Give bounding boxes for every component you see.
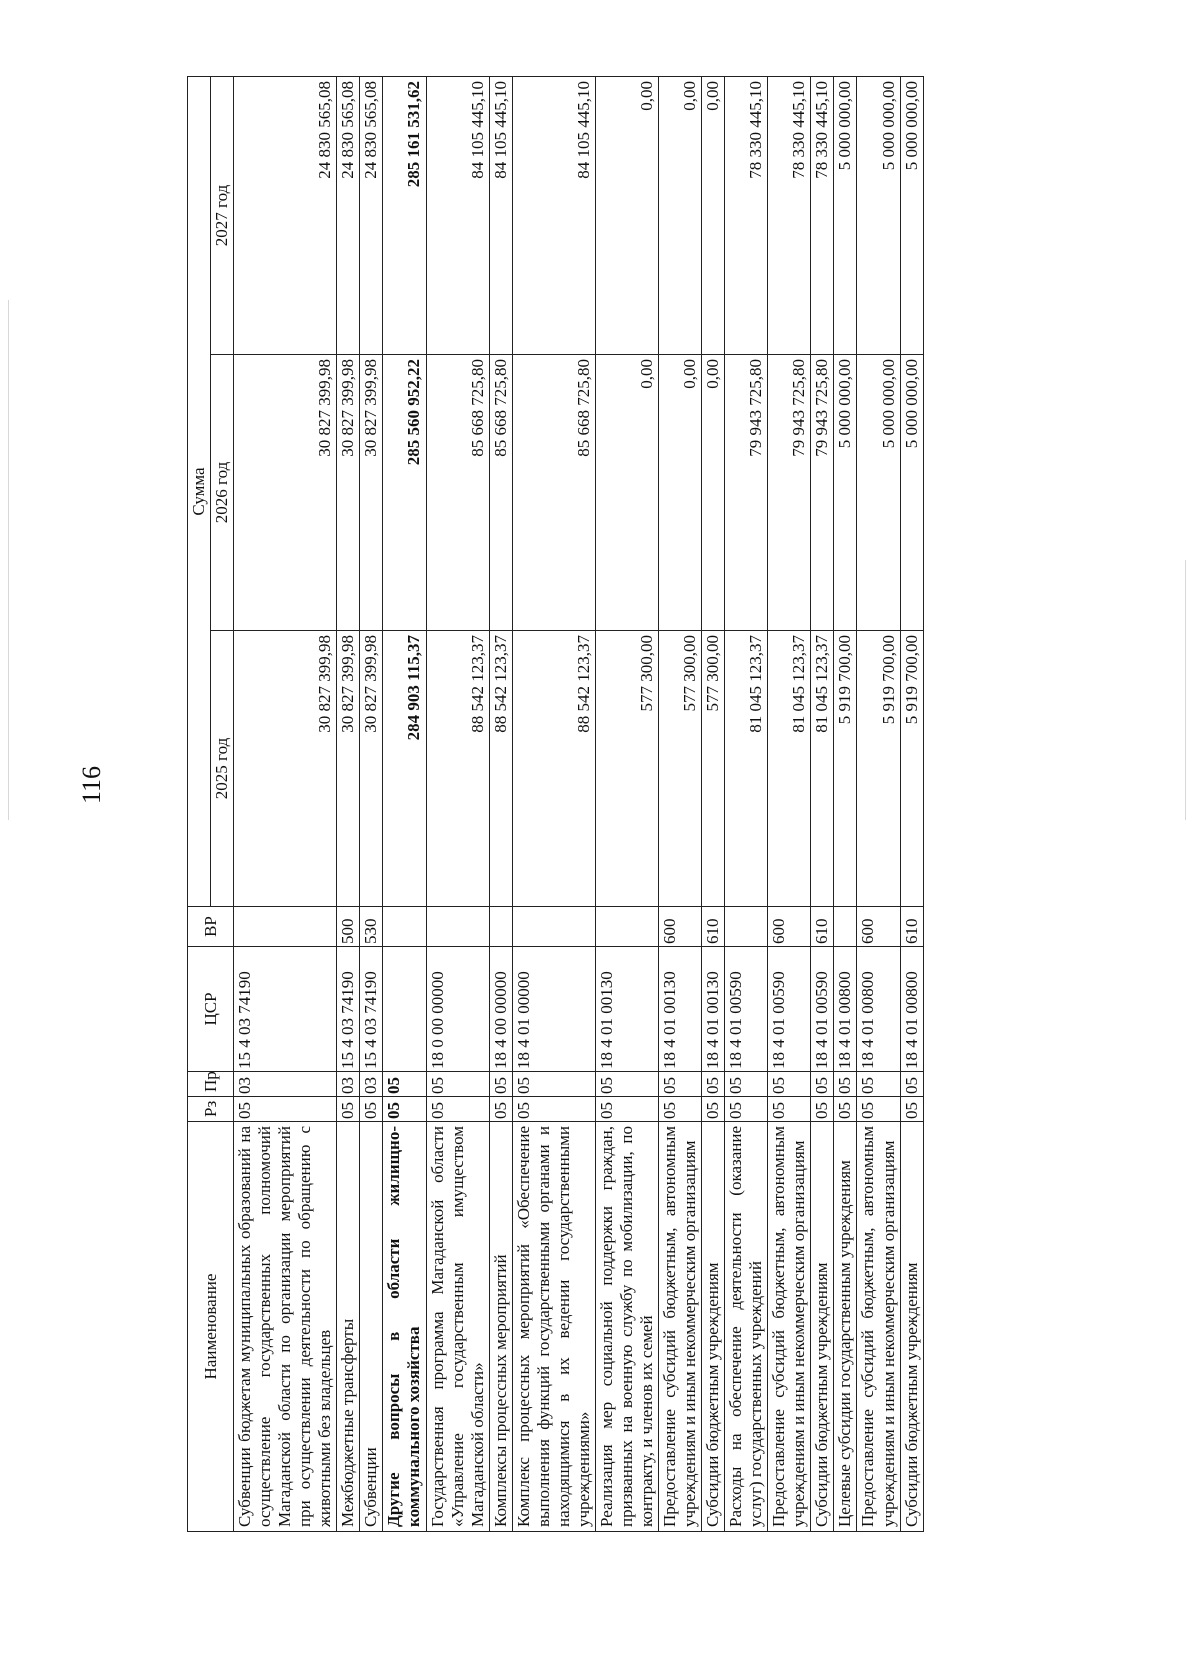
cell-rz: 05 [512, 1097, 595, 1122]
cell-2027: 84 105 445,10 [489, 77, 512, 355]
cell-2026: 85 668 725,80 [512, 355, 595, 631]
cell-2025: 81 045 123,37 [725, 631, 768, 907]
cell-pr: 05 [489, 1072, 512, 1097]
cell-pr: 05 [383, 1072, 426, 1097]
cell-pr: 05 [900, 1072, 923, 1097]
cell-name: Субсидии бюджетным учреждениям [900, 1122, 923, 1532]
cell-rz: 05 [768, 1097, 811, 1122]
cell-vr [725, 907, 768, 947]
cell-2027: 78 330 445,10 [725, 77, 768, 355]
cell-pr: 05 [595, 1072, 658, 1097]
header-rz: Рз [188, 1097, 234, 1122]
cell-name: Субсидии бюджетным учреждениям [702, 1122, 725, 1532]
header-2025: 2025 год [211, 631, 234, 907]
cell-vr [426, 907, 489, 947]
cell-name: Реализация мер социальной поддержки граждан, призванных на военную службу по мобилизации, по контракту, и членов их семей [595, 1122, 658, 1532]
cell-csr: 18 4 01 00590 [811, 947, 834, 1072]
header-pr: Пр [188, 1072, 234, 1097]
table-row [725, 77, 768, 1532]
header-csr: ЦСР [188, 947, 234, 1072]
cell-name: Предоставление субсидий бюджетным, автономным учреждениям и иным некоммерческим организациям [857, 1122, 900, 1532]
cell-2025: 30 827 399,98 [337, 631, 360, 907]
cell-2026: 5 000 000,00 [857, 355, 900, 631]
cell-rz: 05 [900, 1097, 923, 1122]
cell-csr: 18 4 01 00590 [768, 947, 811, 1072]
cell-2025: 284 903 115,37 [383, 631, 426, 907]
cell-vr: 610 [900, 907, 923, 947]
table-row [512, 77, 595, 1532]
cell-csr: 18 4 00 00000 [489, 947, 512, 1072]
cell-name: Субвенции бюджетам муниципальных образований на осуществление государственных полномочий Магаданской области по организации мероприятий при осуществлении деятельности по обращению с животными без владельцев [234, 1122, 337, 1532]
cell-csr: 18 4 01 00130 [595, 947, 658, 1072]
table-row [360, 77, 383, 1532]
cell-2025: 88 542 123,37 [426, 631, 489, 907]
cell-2025: 81 045 123,37 [811, 631, 834, 907]
cell-2027: 0,00 [702, 77, 725, 355]
cell-rz: 05 [234, 1097, 337, 1122]
cell-2026: 79 943 725,80 [725, 355, 768, 631]
cell-pr: 05 [725, 1072, 768, 1097]
page-number: 116 [77, 765, 107, 805]
table-row [768, 77, 811, 1532]
cell-name: Комплексы процессных мероприятий [489, 1122, 512, 1532]
cell-2027: 84 105 445,10 [512, 77, 595, 355]
cell-pr: 05 [426, 1072, 489, 1097]
cell-2025: 577 300,00 [659, 631, 702, 907]
cell-2027: 5 000 000,00 [834, 77, 857, 355]
cell-pr: 05 [768, 1072, 811, 1097]
cell-rz: 05 [811, 1097, 834, 1122]
cell-vr [512, 907, 595, 947]
cell-rz: 05 [659, 1097, 702, 1122]
cell-pr: 05 [659, 1072, 702, 1097]
cell-csr: 18 4 01 00800 [834, 947, 857, 1072]
cell-vr: 530 [360, 907, 383, 947]
scan-edge-right [1185, 560, 1186, 820]
cell-2026: 5 000 000,00 [900, 355, 923, 631]
cell-csr: 18 4 01 00000 [512, 947, 595, 1072]
cell-vr [595, 907, 658, 947]
cell-pr: 03 [234, 1072, 337, 1097]
cell-pr: 05 [857, 1072, 900, 1097]
table-row [702, 77, 725, 1532]
cell-name: Предоставление субсидий бюджетным, автономным учреждениям и иным некоммерческим организациям [659, 1122, 702, 1532]
cell-2025: 5 919 700,00 [834, 631, 857, 907]
cell-vr: 500 [337, 907, 360, 947]
header-2026: 2026 год [211, 355, 234, 631]
cell-pr: 03 [337, 1072, 360, 1097]
table-row [857, 77, 900, 1532]
cell-name: Субвенции [360, 1122, 383, 1532]
cell-csr: 18 4 01 00590 [725, 947, 768, 1072]
cell-2025: 5 919 700,00 [900, 631, 923, 907]
cell-2025: 88 542 123,37 [512, 631, 595, 907]
cell-2027: 78 330 445,10 [768, 77, 811, 355]
cell-rz: 05 [337, 1097, 360, 1122]
table-row [489, 77, 512, 1532]
table-row [426, 77, 489, 1532]
cell-name: Целевые субсидии государственным учреждениям [834, 1122, 857, 1532]
table-row [811, 77, 834, 1532]
cell-2027: 5 000 000,00 [900, 77, 923, 355]
cell-rz: 05 [857, 1097, 900, 1122]
cell-2025: 88 542 123,37 [489, 631, 512, 907]
cell-vr: 600 [659, 907, 702, 947]
cell-2026: 0,00 [595, 355, 658, 631]
cell-2026: 30 827 399,98 [234, 355, 337, 631]
cell-vr [383, 907, 426, 947]
cell-vr [834, 907, 857, 947]
cell-csr: 18 4 01 00800 [900, 947, 923, 1072]
cell-2026: 30 827 399,98 [360, 355, 383, 631]
cell-2027: 84 105 445,10 [426, 77, 489, 355]
cell-name: Субсидии бюджетным учреждениям [811, 1122, 834, 1532]
header-name: Наименование [188, 1122, 234, 1532]
cell-2027: 0,00 [595, 77, 658, 355]
cell-vr [234, 907, 337, 947]
cell-2027: 0,00 [659, 77, 702, 355]
cell-2027: 24 830 565,08 [360, 77, 383, 355]
cell-name: Государственная программа Магаданской области «Управление государственным имуществом Магаданской области» [426, 1122, 489, 1532]
table-row [595, 77, 658, 1532]
cell-2025: 81 045 123,37 [768, 631, 811, 907]
cell-rz: 05 [426, 1097, 489, 1122]
header-vr: ВР [188, 907, 234, 947]
table-row [834, 77, 857, 1532]
cell-2026: 85 668 725,80 [489, 355, 512, 631]
cell-2026: 85 668 725,80 [426, 355, 489, 631]
rotated-page [187, 77, 1092, 1532]
cell-2025: 577 300,00 [595, 631, 658, 907]
cell-rz: 05 [489, 1097, 512, 1122]
budget-table [187, 76, 924, 1532]
cell-vr: 610 [702, 907, 725, 947]
cell-vr: 600 [857, 907, 900, 947]
cell-pr: 05 [512, 1072, 595, 1097]
cell-name: Межбюджетные трансферты [337, 1122, 360, 1532]
cell-name: Комплекс процессных мероприятий «Обеспечение выполнения функций государственными органами и находящимися в их ведении государственными учреждениями» [512, 1122, 595, 1532]
cell-csr: 15 4 03 74190 [234, 947, 337, 1072]
cell-csr: 18 0 00 00000 [426, 947, 489, 1072]
cell-2026: 285 560 952,22 [383, 355, 426, 631]
table-row [337, 77, 360, 1532]
cell-csr: 18 4 01 00130 [702, 947, 725, 1072]
cell-csr [383, 947, 426, 1072]
cell-2025: 5 919 700,00 [857, 631, 900, 907]
cell-rz: 05 [360, 1097, 383, 1122]
cell-2027: 24 830 565,08 [337, 77, 360, 355]
cell-2027: 24 830 565,08 [234, 77, 337, 355]
cell-csr: 15 4 03 74190 [337, 947, 360, 1072]
cell-2026: 30 827 399,98 [337, 355, 360, 631]
cell-2025: 577 300,00 [702, 631, 725, 907]
cell-2025: 30 827 399,98 [360, 631, 383, 907]
cell-rz: 05 [383, 1097, 426, 1122]
cell-rz: 05 [702, 1097, 725, 1122]
cell-2025: 30 827 399,98 [234, 631, 337, 907]
header-2027: 2027 год [211, 77, 234, 355]
cell-2026: 5 000 000,00 [834, 355, 857, 631]
cell-rz: 05 [725, 1097, 768, 1122]
cell-2026: 79 943 725,80 [768, 355, 811, 631]
cell-2027: 78 330 445,10 [811, 77, 834, 355]
header-sum: Сумма [188, 77, 211, 907]
cell-rz: 05 [834, 1097, 857, 1122]
table-row [383, 77, 426, 1532]
cell-pr: 05 [702, 1072, 725, 1097]
table-row [234, 77, 337, 1532]
cell-vr [489, 907, 512, 947]
table-row [659, 77, 702, 1532]
cell-2027: 5 000 000,00 [857, 77, 900, 355]
scan-edge-left [8, 300, 9, 820]
cell-csr: 15 4 03 74190 [360, 947, 383, 1072]
table-body [234, 77, 924, 1532]
cell-vr: 600 [768, 907, 811, 947]
cell-2026: 0,00 [702, 355, 725, 631]
cell-name: Другие вопросы в области жилищно-коммунального хозяйства [383, 1122, 426, 1532]
cell-2026: 0,00 [659, 355, 702, 631]
cell-rz: 05 [595, 1097, 658, 1122]
cell-vr: 610 [811, 907, 834, 947]
cell-2026: 79 943 725,80 [811, 355, 834, 631]
cell-pr: 03 [360, 1072, 383, 1097]
cell-name: Расходы на обеспечение деятельности (оказание услуг) государственных учреждений [725, 1122, 768, 1532]
cell-pr: 05 [811, 1072, 834, 1097]
cell-name: Предоставление субсидий бюджетным, автономным учреждениям и иным некоммерческим организациям [768, 1122, 811, 1532]
cell-pr: 05 [834, 1072, 857, 1097]
table-row [900, 77, 923, 1532]
cell-csr: 18 4 01 00130 [659, 947, 702, 1072]
cell-csr: 18 4 01 00800 [857, 947, 900, 1072]
cell-2027: 285 161 531,62 [383, 77, 426, 355]
